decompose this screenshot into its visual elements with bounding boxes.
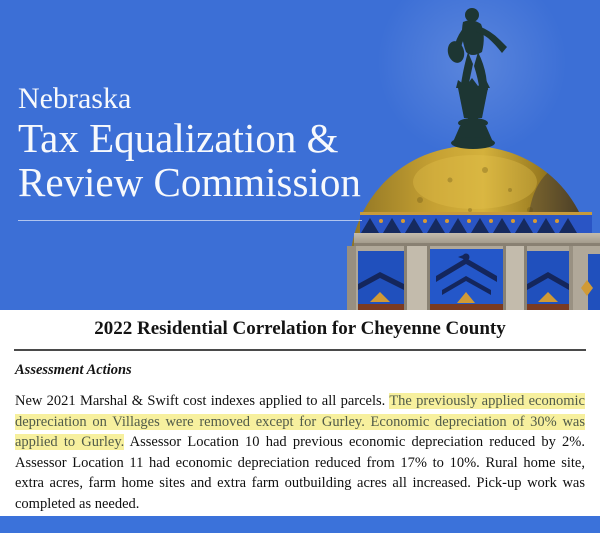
title-divider <box>14 349 586 351</box>
page-title: 2022 Residential Correlation for Cheyenne County <box>94 318 506 339</box>
org-name <box>18 82 361 204</box>
org-name-line1: Nebraska <box>18 82 132 115</box>
paragraph-text-post: Assessor Location 10 had previous economic depreciation reduced by 2%. Assessor Location 11 had economic depreciation reduced from 17% to 10%. Rural home site, extra acres, farm home sites and extra farm outbuilding acres all increased. Pick-up work was completed as needed. <box>15 434 585 512</box>
thunderbird-mosaic-panels <box>358 249 600 310</box>
highlighted-text: The previously applied economic depreciation on Villages were removed except for Gurley. Economic depreciation of 30% was applied to Gurley. <box>15 393 585 450</box>
org-name-line3: Review Commission <box>18 159 361 205</box>
paragraph-text-pre: New 2021 Marshal & Swift cost indexes applied to all parcels. <box>15 393 390 409</box>
footer-blue-bar <box>0 516 600 533</box>
banner-underline-divider <box>18 220 362 221</box>
mosaic-chevron-frieze <box>360 212 592 234</box>
assessment-actions-paragraph <box>15 391 585 514</box>
document-body <box>0 310 600 516</box>
org-name-line2: Tax Equalization & <box>18 115 339 161</box>
section-heading-assessment-actions: Assessment Actions <box>15 362 132 378</box>
